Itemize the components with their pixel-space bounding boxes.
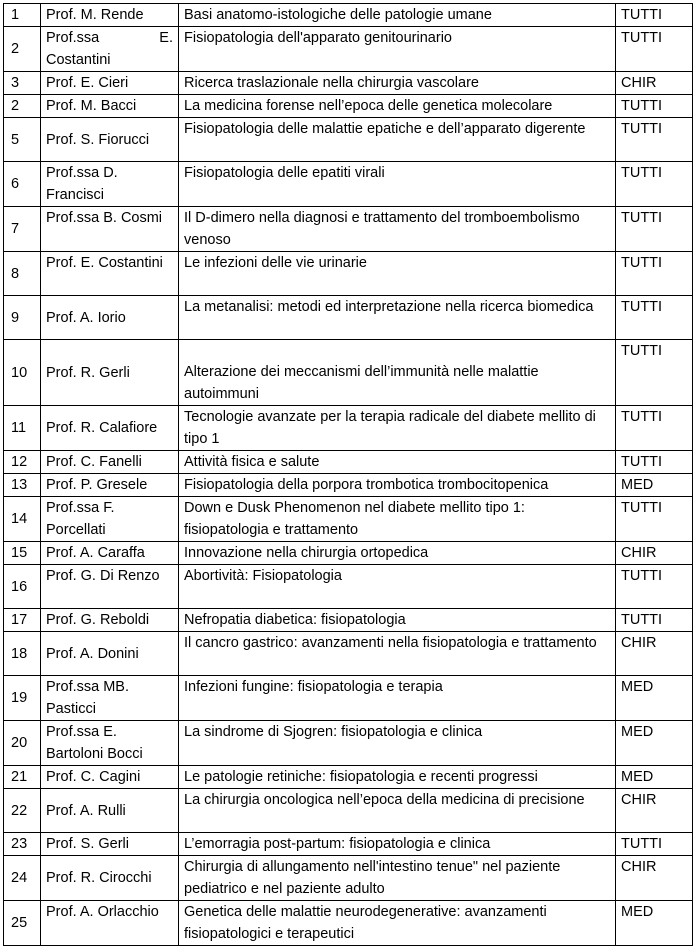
audience-group: TUTTI bbox=[616, 609, 693, 632]
row-number: 10 bbox=[4, 340, 41, 406]
seminar-table bbox=[3, 3, 693, 946]
table-row bbox=[4, 565, 693, 609]
topic-title: Infezioni fungine: fisiopatologia e terapia bbox=[179, 676, 616, 721]
audience-group: TUTTI bbox=[616, 340, 693, 406]
table-row bbox=[4, 833, 693, 856]
row-number: 3 bbox=[4, 72, 41, 95]
row-number: 7 bbox=[4, 207, 41, 252]
table-row bbox=[4, 609, 693, 632]
audience-group: TUTTI bbox=[616, 4, 693, 27]
professor-name: Prof. E. Costantini bbox=[41, 252, 179, 296]
topic-title: La chirurgia oncologica nell’epoca della medicina di precisione bbox=[179, 789, 616, 833]
audience-group: TUTTI bbox=[616, 296, 693, 340]
audience-group: TUTTI bbox=[616, 833, 693, 856]
professor-name bbox=[41, 27, 179, 72]
row-number: 18 bbox=[4, 632, 41, 676]
topic-title: Il cancro gastrico: avanzamenti nella fisiopatologia e trattamento bbox=[179, 632, 616, 676]
row-number: 5 bbox=[4, 118, 41, 162]
row-number: 17 bbox=[4, 609, 41, 632]
professor-name: Prof. M. Bacci bbox=[41, 95, 179, 118]
professor-name: Prof. S. Gerli bbox=[41, 833, 179, 856]
professor-name: Prof.ssa B. Cosmi bbox=[41, 207, 179, 252]
table-row bbox=[4, 789, 693, 833]
topic-title: Abortività: Fisiopatologia bbox=[179, 565, 616, 609]
topic-title: La sindrome di Sjogren: fisiopatologia e clinica bbox=[179, 721, 616, 766]
row-number: 12 bbox=[4, 451, 41, 474]
professor-name: Prof. A. Donini bbox=[41, 632, 179, 676]
row-number: 6 bbox=[4, 162, 41, 207]
topic-title: Fisiopatologia dell'apparato genitourinario bbox=[179, 27, 616, 72]
seminar-table-container bbox=[3, 3, 693, 946]
topic-title: L’emorragia post-partum: fisiopatologia e clinica bbox=[179, 833, 616, 856]
professor-name: Prof. A. Orlacchio bbox=[41, 901, 179, 946]
row-number: 22 bbox=[4, 789, 41, 833]
professor-name: Prof. R. Calafiore bbox=[41, 406, 179, 451]
row-number: 19 bbox=[4, 676, 41, 721]
table-row bbox=[4, 4, 693, 27]
professor-name: Prof.ssa F. Porcellati bbox=[41, 497, 179, 542]
audience-group: MED bbox=[616, 676, 693, 721]
professor-name: Prof. G. Reboldi bbox=[41, 609, 179, 632]
audience-group: TUTTI bbox=[616, 565, 693, 609]
table-row bbox=[4, 296, 693, 340]
topic-title: Le patologie retiniche: fisiopatologia e recenti progressi bbox=[179, 766, 616, 789]
professor-name: Prof. M. Rende bbox=[41, 4, 179, 27]
table-row bbox=[4, 27, 693, 72]
table-row bbox=[4, 72, 693, 95]
topic-title: Alterazione dei meccanismi dell’immunità nelle malattie autoimmuni bbox=[179, 340, 616, 406]
table-row bbox=[4, 207, 693, 252]
table-row bbox=[4, 406, 693, 451]
topic-title: Nefropatia diabetica: fisiopatologia bbox=[179, 609, 616, 632]
topic-title: Attività fisica e salute bbox=[179, 451, 616, 474]
topic-title: Chirurgia di allungamento nell'intestino tenue" nel paziente pediatrico e nel paziente adulto bbox=[179, 856, 616, 901]
table-row bbox=[4, 252, 693, 296]
table-row bbox=[4, 632, 693, 676]
professor-name: Prof. C. Cagini bbox=[41, 766, 179, 789]
professor-name: Prof. P. Gresele bbox=[41, 474, 179, 497]
audience-group: TUTTI bbox=[616, 406, 693, 451]
professor-name: Prof. G. Di Renzo bbox=[41, 565, 179, 609]
audience-group: MED bbox=[616, 721, 693, 766]
table-row bbox=[4, 542, 693, 565]
row-number: 9 bbox=[4, 296, 41, 340]
audience-group: TUTTI bbox=[616, 252, 693, 296]
topic-title: Fisiopatologia delle malattie epatiche e dell’apparato digerente bbox=[179, 118, 616, 162]
topic-title: Innovazione nella chirurgia ortopedica bbox=[179, 542, 616, 565]
table-row bbox=[4, 162, 693, 207]
table-row bbox=[4, 856, 693, 901]
row-number: 13 bbox=[4, 474, 41, 497]
row-number: 2 bbox=[4, 27, 41, 72]
audience-group: TUTTI bbox=[616, 27, 693, 72]
professor-title: Prof.ssa bbox=[46, 30, 100, 46]
row-number: 21 bbox=[4, 766, 41, 789]
topic-title: Tecnologie avanzate per la terapia radicale del diabete mellito di tipo 1 bbox=[179, 406, 616, 451]
table-row bbox=[4, 95, 693, 118]
topic-title: Down e Dusk Phenomenon nel diabete mellito tipo 1: fisiopatologia e trattamento bbox=[179, 497, 616, 542]
topic-title: Genetica delle malattie neurodegenerative: avanzamenti fisiopatologici e terapeutici bbox=[179, 901, 616, 946]
row-number: 1 bbox=[4, 4, 41, 27]
audience-group: TUTTI bbox=[616, 118, 693, 162]
audience-group: TUTTI bbox=[616, 207, 693, 252]
audience-group: TUTTI bbox=[616, 497, 693, 542]
table-row bbox=[4, 340, 693, 406]
topic-title: Ricerca traslazionale nella chirurgia vascolare bbox=[179, 72, 616, 95]
row-number: 2 bbox=[4, 95, 41, 118]
table-row bbox=[4, 676, 693, 721]
table-row bbox=[4, 497, 693, 542]
professor-name: Prof. A. Caraffa bbox=[41, 542, 179, 565]
table-row bbox=[4, 474, 693, 497]
row-number: 25 bbox=[4, 901, 41, 946]
audience-group: TUTTI bbox=[616, 95, 693, 118]
audience-group: MED bbox=[616, 474, 693, 497]
professor-name: Prof. S. Fiorucci bbox=[41, 118, 179, 162]
professor-name: Prof.ssa D. Francisci bbox=[41, 162, 179, 207]
audience-group: CHIR bbox=[616, 856, 693, 901]
audience-group: CHIR bbox=[616, 72, 693, 95]
row-number: 15 bbox=[4, 542, 41, 565]
table-row bbox=[4, 118, 693, 162]
professor-name: Prof. R. Cirocchi bbox=[41, 856, 179, 901]
professor-name: Prof. A. Rulli bbox=[41, 789, 179, 833]
row-number: 8 bbox=[4, 252, 41, 296]
topic-title: Fisiopatologia della porpora trombotica trombocitopenica bbox=[179, 474, 616, 497]
topic-title: La medicina forense nell’epoca delle genetica molecolare bbox=[179, 95, 616, 118]
audience-group: CHIR bbox=[616, 632, 693, 676]
row-number: 11 bbox=[4, 406, 41, 451]
audience-group: TUTTI bbox=[616, 451, 693, 474]
audience-group: MED bbox=[616, 766, 693, 789]
professor-surname: Costantini bbox=[46, 52, 111, 68]
row-number: 23 bbox=[4, 833, 41, 856]
row-number: 24 bbox=[4, 856, 41, 901]
audience-group: TUTTI bbox=[616, 162, 693, 207]
row-number: 14 bbox=[4, 497, 41, 542]
professor-name: Prof. C. Fanelli bbox=[41, 451, 179, 474]
row-number: 20 bbox=[4, 721, 41, 766]
professor-name: Prof. E. Cieri bbox=[41, 72, 179, 95]
table-row bbox=[4, 901, 693, 946]
audience-group: MED bbox=[616, 901, 693, 946]
audience-group: CHIR bbox=[616, 789, 693, 833]
topic-title: Le infezioni delle vie urinarie bbox=[179, 252, 616, 296]
audience-group: CHIR bbox=[616, 542, 693, 565]
professor-name: Prof. A. Iorio bbox=[41, 296, 179, 340]
professor-name: Prof.ssa E. Bartoloni Bocci bbox=[41, 721, 179, 766]
topic-title: Fisiopatologia delle epatiti virali bbox=[179, 162, 616, 207]
table-row bbox=[4, 721, 693, 766]
professor-name: Prof.ssa MB. Pasticci bbox=[41, 676, 179, 721]
topic-title: La metanalisi: metodi ed interpretazione nella ricerca biomedica bbox=[179, 296, 616, 340]
topic-title: Il D-dimero nella diagnosi e trattamento del tromboembolismo venoso bbox=[179, 207, 616, 252]
table-row bbox=[4, 766, 693, 789]
topic-title: Basi anatomo-istologiche delle patologie umane bbox=[179, 4, 616, 27]
professor-initial: E. bbox=[159, 30, 173, 46]
table-row bbox=[4, 451, 693, 474]
professor-name: Prof. R. Gerli bbox=[41, 340, 179, 406]
row-number: 16 bbox=[4, 565, 41, 609]
